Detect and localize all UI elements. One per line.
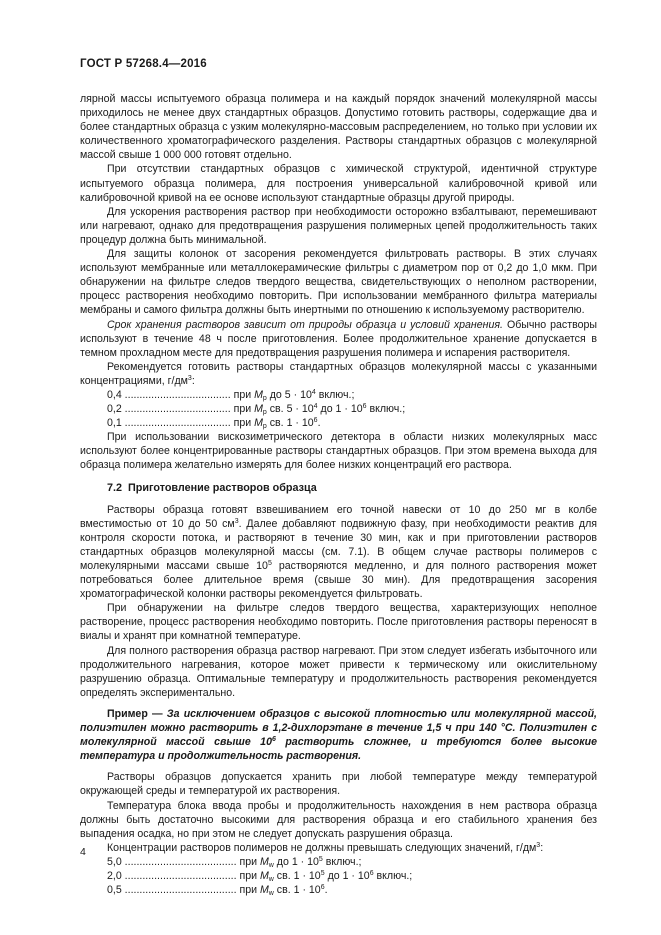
list-item: 5,0 ...................................... при $M_w$ до $1 \cdot 10^5$ включ.; — [107, 855, 362, 869]
paragraph: Концентрации растворов полимеров не должны превышать следующих значений, $г/дм^3$: — [107, 841, 544, 854]
paragraph: Температура блока ввода пробы и продолжительность нахождения в нем раствора образца должны быть достаточно высокими для растворения образца и его стабильного хранения без выпадения осадка, но при этом не следует допускать разрушения образца. — [80, 799, 597, 840]
list-item: 2,0 ...................................... при $M_w$ св. $1 \cdot 10^5$ до $1 \cdot 10^6$ включ.; — [107, 869, 413, 883]
standard-header: ГОСТ Р 57268.4—2016 — [80, 58, 207, 70]
paragraph: Растворы образца готовят взвешиванием его точной навески от 10 до 250 мг в колбе вместимостью от 10 до 50 $см^3$. Далее добавляют подвижную фазу, при необходимости реактив для контроля скорости потока, и растворяют в течение 30 мин, как и при приготовлении растворов стандартных образцов молекулярной массы (см. 7.1). В общем случае растворы полимеров с молекулярными массами свыше $10^5$ растворяются медленно, и для полного растворения может потребоваться более длительное время (свыше 30 мин). Для предотвращения засорения хроматографической колонки растворы рекомендуется фильтровать. — [80, 503, 598, 601]
paragraph: Растворы образцов допускается хранить при любой температуре между температурой окружающей среды и температурой их растворения. — [80, 771, 597, 798]
list-item: 0,1 .................................... при $M_p$ св. $1 \cdot 10^6$. — [107, 417, 321, 431]
paragraph: Срок хранения растворов зависит от природы образца и условий хранения. Обычно растворы используют в течение 48 ч после приготовления. Более продолжительное хранение допускается в темном прохладном месте для предотвращения разрушения полимера и испарения растворителя. — [80, 318, 597, 359]
paragraph: Для защиты колонок от засорения рекомендуется фильтровать растворы. В этих случаях используют мембранные или металлокерамические фильтры с диаметром пор от 0,2 до 1,0 мкм. При обнаружении на фильтре следов твердого вещества, свидетельствующих о неполном растворении, процесс растворения необходимо повторить. При использовании мембранного фильтра материалы мембраны и самого фильтра должны быть инертными по отношению к используемому растворителю. — [80, 248, 597, 317]
paragraph: Рекомендуется готовить растворы стандартных образцов молекулярной массы с указанными концентрациями, $г/дм^3$: — [80, 360, 597, 387]
paragraph: При отсутствии стандартных образцов с химической структурой, идентичной структуре испытуемого образца полимера, для построения универсальной калибровочной кривой или калибровочной кривой на ее основе используют стандартные образцы другой природы. — [80, 163, 597, 204]
paragraph: При обнаружении на фильтре следов твердого вещества, характеризующих неполное растворение, процесс растворения необходимо повторить. После приготовления растворы переносят в виалы и хранят при комнатной температуре. — [80, 602, 597, 643]
paragraph: При использовании вискозиметрического детектора в области низких молекулярных масс используют более концентрированные растворы стандартных образцов. При этом времена выхода для образца полимера желательно измерять для более низких концентраций его раствора. — [80, 431, 597, 472]
italic-text: Срок хранения растворов зависит от природы образца и условий хранения. — [107, 318, 503, 331]
example-label: Пример — — [107, 707, 163, 720]
list-item: 0,4 .................................... при $M_p$ до $5 \cdot 10^4$ включ.; — [107, 388, 355, 402]
list-item: 0,2 .................................... при $M_p$ св. $5 \cdot 10^4$ до $1 \cdot 10^6$ включ.; — [107, 403, 406, 417]
concentration-list-samples — [80, 855, 597, 897]
document-body — [80, 92, 597, 897]
concentration-list-standards — [80, 388, 597, 430]
example-note: Пример — За исключением образцов с высокой плотностью или молекулярной массой, полиэтилен можно растворить в 1,2-дихлорэтане в течение 1,5 ч при 140 °С. Полиэтилен с молекулярной массой свыше $10^6$ растворить сложнее, и требуются более высокие температура и продолжительность растворения. — [80, 707, 597, 763]
list-item: 0,5 ...................................... при $M_w$ св. $1 \cdot 10^6$. — [107, 884, 328, 898]
paragraph: Для ускорения растворения раствор при необходимости осторожно взбалтывают, перемешивают или нагревают, однако для предотвращения разрушения полимерных цепей продолжительность таких процедур должна быть минимальной. — [80, 205, 597, 246]
page-number: 4 — [80, 846, 86, 858]
paragraph: Для полного растворения образца раствор нагревают. При этом следует избегать избыточного или продолжительного нагревания, которое может привести к термическому или окислительному разрушению образца. Оптимальные температуру и продолжительность растворения рекомендуется определять экспериментально. — [80, 644, 597, 699]
paragraph: лярной массы испытуемого образца полимера и на каждый порядок значений молекулярной массы приходилось не менее двух стандартных образцов. Допустимо готовить растворы, содержащие два и более стандартных образца с узким молекулярно-массовым распределением, но только при условии их количественного хроматографического разделения. Растворы стандартных образцов с молекулярной массой свыше 1 000 000 готовят отдельно. — [80, 93, 597, 162]
section-heading: 7.2 Приготовление растворов образца — [107, 481, 317, 494]
